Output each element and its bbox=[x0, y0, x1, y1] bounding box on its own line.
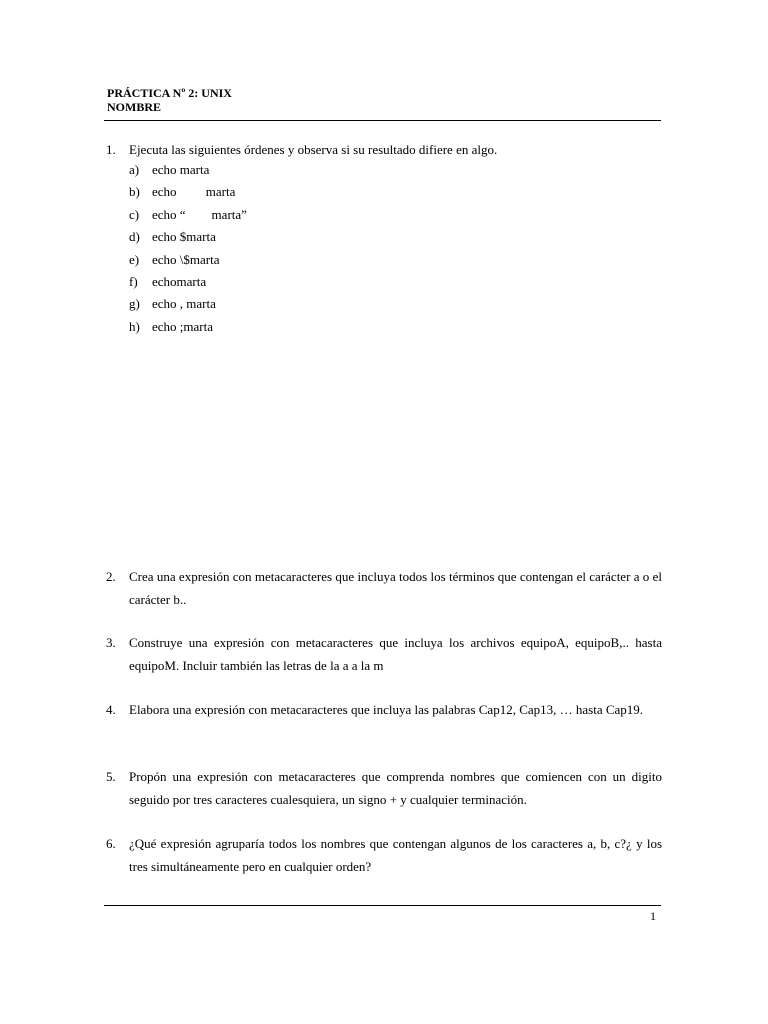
option-letter: d) bbox=[129, 229, 140, 245]
question-number: 1. bbox=[106, 142, 116, 157]
question-1 bbox=[106, 138, 662, 161]
question-number: 5. bbox=[106, 769, 116, 784]
name-label: NOMBRE bbox=[107, 100, 161, 114]
option-letter: g) bbox=[129, 296, 140, 312]
option-command: echo marta bbox=[152, 162, 210, 177]
option-letter: f) bbox=[129, 273, 138, 289]
option-command: echomarta bbox=[152, 273, 207, 289]
question-text: Crea una expresión con metacaracteres que incluya todos los términos que contengan el carácter a o el carácter b.. bbox=[129, 569, 662, 607]
option-command: echo “ marta” bbox=[152, 206, 247, 222]
question-3 bbox=[106, 631, 662, 677]
option-g bbox=[129, 293, 529, 315]
question-text: Elabora una expresión con metacaracteres que incluya las palabras Cap12, Cap13, … hasta Cap19. bbox=[129, 702, 644, 717]
footer-divider bbox=[104, 905, 661, 906]
question-4 bbox=[106, 698, 662, 721]
option-b bbox=[129, 181, 529, 203]
option-c bbox=[129, 204, 529, 226]
question-text: ¿Qué expresión agruparía todos los nombres que contengan algunos de los caracteres a, b, c?¿ y los tres simultáneamente pero en cualquier orden? bbox=[129, 836, 662, 874]
option-h bbox=[129, 316, 529, 338]
option-letter: c) bbox=[129, 206, 140, 222]
document-header bbox=[107, 86, 661, 114]
option-command: echo $marta bbox=[152, 229, 216, 245]
practice-title: PRÁCTICA Nº 2: UNIX bbox=[107, 86, 232, 100]
option-a bbox=[129, 159, 529, 181]
option-letter: e) bbox=[129, 251, 140, 267]
question-number: 3. bbox=[106, 635, 116, 650]
question-number: 6. bbox=[106, 836, 116, 851]
question-6 bbox=[106, 832, 662, 878]
option-command: echo ;marta bbox=[152, 318, 213, 334]
option-command: echo marta bbox=[152, 184, 236, 200]
question-number: 4. bbox=[106, 702, 116, 717]
question-text: Ejecuta las siguientes órdenes y observa si su resultado difiere en algo. bbox=[129, 142, 498, 157]
option-e bbox=[129, 249, 529, 271]
header-divider bbox=[104, 120, 661, 121]
question-text: Construye una expresión con metacaracteres que incluya los archivos equipoA, equipoB,.. hasta equipoM. Incluir también las letras de la a a la m bbox=[129, 635, 662, 673]
option-d bbox=[129, 226, 529, 248]
question-5 bbox=[106, 765, 662, 811]
option-list bbox=[129, 159, 529, 338]
option-letter: h) bbox=[129, 318, 140, 334]
question-number: 2. bbox=[106, 569, 116, 584]
option-letter: b) bbox=[129, 184, 140, 200]
option-command: echo , marta bbox=[152, 296, 216, 312]
question-2 bbox=[106, 565, 662, 611]
option-f bbox=[129, 271, 529, 293]
option-command: echo \$marta bbox=[152, 251, 220, 267]
page-number: 1 bbox=[650, 909, 656, 923]
option-letter: a) bbox=[129, 162, 140, 177]
question-text: Propón una expresión con metacaracteres que comprenda nombres que comiencen con un digito seguido por tres caracteres cualesquiera, un signo + y cualquier terminación. bbox=[129, 769, 662, 807]
